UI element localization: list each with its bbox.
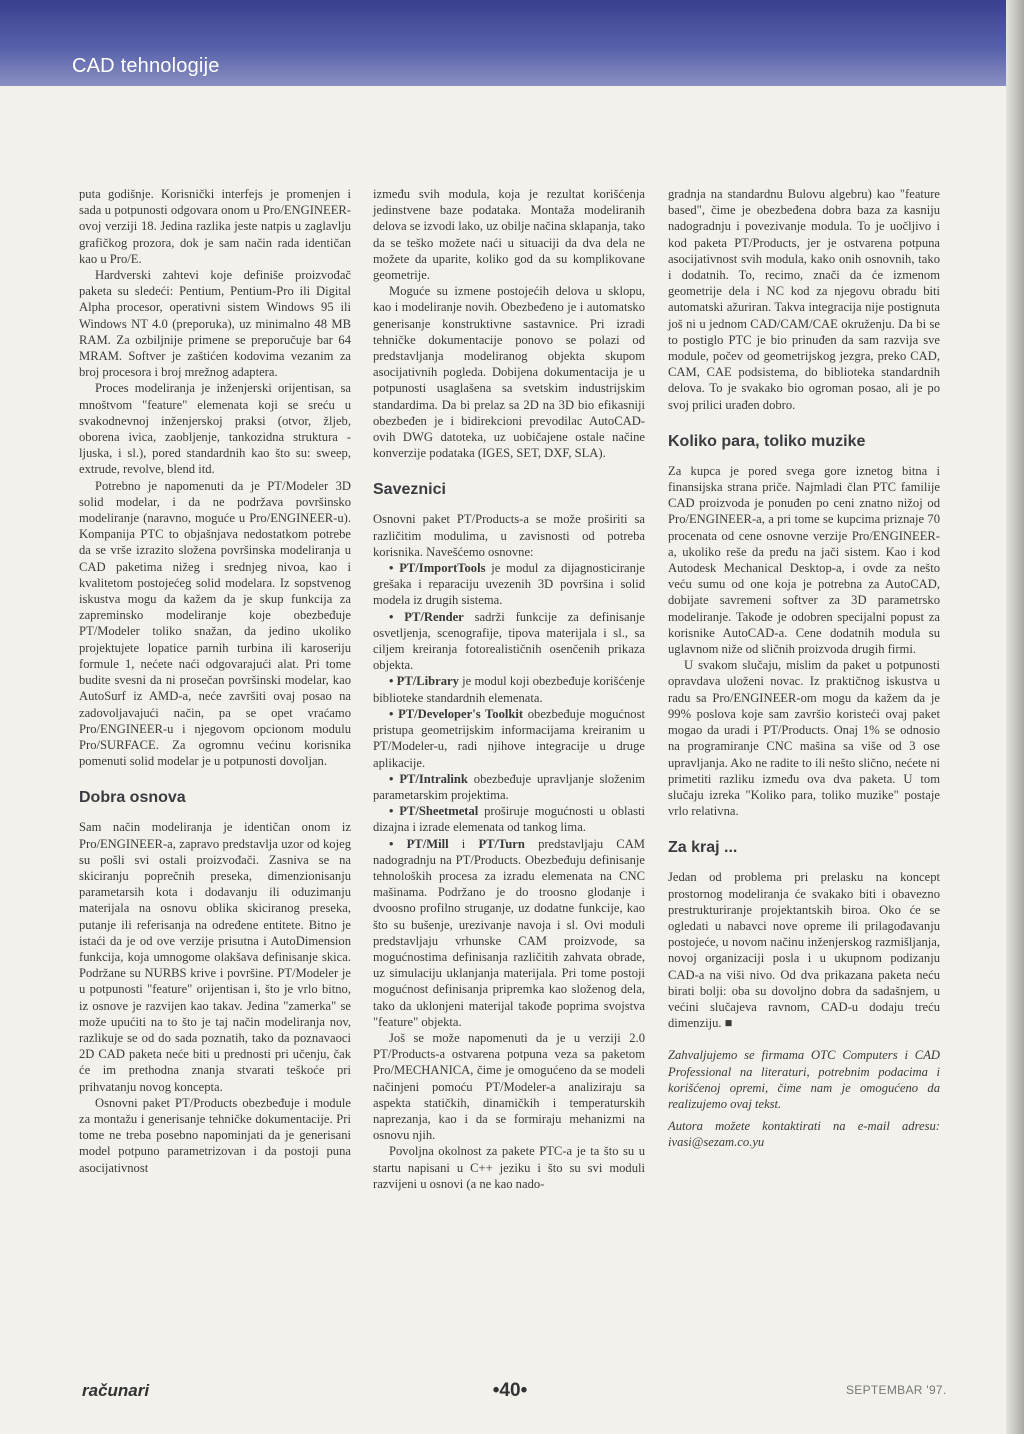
bullet-mark: •	[389, 771, 394, 786]
column-right	[668, 186, 940, 1157]
page-edge-shadow	[1006, 0, 1024, 1434]
heading-koliko-para: Koliko para, toliko muzike	[668, 432, 866, 450]
paragraph: U svakom slučaju, mislim da paket u potpunosti opravdava uloženi novac. Iz praktičnog iskustva u radu sa Pro/ENGINEER-om mogu da kažem da je 99% poslova koje sam završio koristeći ovaj paket mogao da uradi i PT/Products. Onaj 1% se odnosio na programiranje CNC mašina sa više od 3 ose upravljanja. Ako ne radite to ili nešto slično, nećete ni primetiti razliku između ova dva paketa. U tom slučaju izreka "Koliko para, toliko muzike" postaje vrlo relativna.	[668, 658, 940, 819]
module-description: obezbeđuje mogućnost pristupa geometrijskim informacijama kreiranim u PT/Modeler-u, radi njihove integracije u druge aplikacije.	[373, 706, 645, 770]
heading-saveznici: Saveznici	[373, 481, 446, 499]
section-title: CAD tehnologije	[72, 55, 220, 77]
paragraph: Moguće su izmene postojećih delova u sklopu, kao i modeliranje novih. Obezbeđeno je i automatsko generisanje konstruktivne sastavnice. Pri izradi tehničke dokumentacije ponovo se polazi od predstavljanja modeliranog objekta skupom asocijativnih pogleda. Dobijena dokumentacija je u potpunosti usaglašena sa svetskim industrijskim standardima. Da bi prelaz sa 2D na 3D bio efikasniji obezbeđen je i bidirekcioni prevodilac AutoCAD-ovih DWG datoteka, uz uobičajene ostale načine konverzije podataka (IGES, SET, DXF, SLA).	[373, 284, 645, 461]
module-description: predstavljaju CAM nadogradnju na PT/Products. Obezbeđuju definisanje tehnoloških procesa za izradu elemenata na CNC mašinama. Podržano je do troosno glodanje i dvoosno profilno struganje, uz dodatne funkcije, kao što su bušenje, urezivanje navoja i sl. Ovi moduli predstavljaju vrhunske CAM proizvode, sa mogućnostima definisanja različitih zahvata obrade, uz simulaciju uklanjanja materijala. Pri tome postoji mogućnost definisanja pripremka kao složenog dela, tako da uklonjeni materijal takođe poprima svojstva "feature" objekta.	[373, 836, 645, 1029]
author-contact: Autora možete kontaktirati na e-mail adresu: ivasi@sezam.co.yu	[668, 1119, 940, 1150]
bullet-mark: •	[389, 609, 394, 624]
column-left	[79, 186, 351, 1176]
bullet-item	[373, 803, 645, 835]
paragraph: Jedan od problema pri prelasku na koncept prostornog modeliranja će svakako biti i obavezno prestrukturiranje projektantskih biroa. Oko će se ogledati u nabavci nove opreme ili prilagođavanju postojeće, u novom načinu inženjerskog razmišljanja, novoj organizaciji posla i u ukupnom podizanju CAD-a na viši nivo. Od dva prikazana paketa neću birati bolji: oba su dovoljno dobra da sadašnjem, u većini slučajeva ravnom, CAD-u dodaju treću dimenziju. ■	[668, 870, 940, 1031]
bullet-mark: •	[389, 804, 394, 819]
module-description: je modul za dijagnosticiranje grešaka i reparaciju uvezenih 3D površina i solid modela iz drugih sistema.	[373, 561, 645, 608]
column-middle	[373, 186, 645, 1192]
bullet-item	[373, 673, 645, 705]
paragraph: Za kupca je pored svega gore iznetog bitna i finansijska strana priče. Najmladi član PTC familije CAD proizvoda je ponuđen po ceni znatno nižoj od Pro/ENGINEER-a, a pri tome se kupcima priznaje 70 procenata od cene osnovne verzije Pro/ENGINEER-a, ukoliko reše da pređu na jači sistem. Kao i kod Autodesk Mechanical Desktop-a, i ovde za nešto veću sumu od one koja je potrebna za AutoCAD, dobijate savremeni softver za 3D parametrsko modeliranje. Takođe je odobren specijalni popust za korisnike AutoCAD-a. Cene dodatnih modula su uglavnom niže od sličnih proizvoda drugih firmi.	[668, 463, 940, 657]
heading-za-kraj: Za kraj ...	[668, 839, 738, 857]
paragraph: između svih modula, koja je rezultat korišćenja jedinstvene baze podataka. Montaža modeliranih delova se izvodi lako, uz obilje načina sklapanja, tako da se teško možete naći u situaciji da dva dela ne možete da uparite, koliko god da su komplikovane geometrije.	[373, 187, 645, 283]
bullet-item	[373, 771, 645, 803]
paragraph: puta godišnje. Korisnički interfejs je promenjen i sada u potpunosti odgovara onom u Pro/ENGINEER-ovoj verziji 18. Jedina razlika jeste natpis u zaglavlju grafičkog prozora, dok je sam način rada identičan kao u Pro/E.	[79, 187, 351, 266]
paragraph: Hardverski zahtevi koje definiše proizvođač paketa su sledeći: Pentium, Pentium-Pro ili Digital Alpha procesor, operativni sistem Windows 95 ili Windows NT 4.0 (preporuka), uz minimalno 48 MB RAM. Za ozbiljnije primene se preporučuje bar 64 MRAM. Softver je zaštićen kodovima vezanim za broj procesora i broj mrežnog adaptera.	[79, 268, 351, 380]
module-name: PT/Turn	[478, 836, 525, 851]
bullet-item	[373, 609, 645, 674]
bullet-mark: •	[389, 674, 394, 689]
issue-date: SEPTEMBAR '97.	[846, 1383, 947, 1397]
acknowledgements	[668, 1047, 940, 1150]
module-name: PT/Intralink	[399, 771, 468, 786]
module-name: PT/ImportTools	[399, 561, 486, 576]
bullet-item	[373, 706, 645, 771]
paragraph: gradnja na standardnu Bulovu algebru) kao "feature based", čime je obezbeđena dobra baza za kasniju nadogradnju i povezivanje modula. To je uočljivo i kod paketa PT/Products, jer je ostvarena potpuna asocijativnost svih modula, kako onih osnovnih, tako i dodatnih. To, recimo, znači da će izmenom geometrije dela i NC kod za njegovu obradu biti automatski ažuriran. Takva integracija nije postignuta još ni u jednom CAD/CAM/CAE okruženju. Da bi se to postiglo PTC je bio prinuđen da sam razvija sve module, počev od geometrijskog jezgra, preko CAD, CAM, CAE podsistema, do biblioteka standardnih delova. To je svakako bio ogroman posao, ali je po svoj prilici urađen dobro.	[668, 187, 940, 412]
heading-dobra-osnova: Dobra osnova	[79, 789, 186, 807]
paragraph: Sam način modeliranja je identičan onom iz Pro/ENGINEER-a, zapravo predstavlja uzor od kojeg su pošli svi ostali proizvođači. Zasniva se na skiciranju poprečnih preseka, dimenzionisanju parametarsih kota i dodavanju ili oduzimanju materijala na osnovu oblika skiciranog preseka, putanje ili referisanja na određene entitete. Bitno je istaći da je od ove verzije prisutna i AutoDimension funkcija, koja umnogome olakšava definisanje skica. Podržane su NURBS krive i površine. PT/Modeler je u potpunosti "feature" orijentisan i, što je vrlo bitno, iz osnove je razvijen kao takav. Jedina "zamerka" se može upućiti na to što je taj način modeliranja nov, razlikuje se od do sada poznatih, tako da poznavaoci 2D CAD paketa neće biti u prednosti pri učenju, čak će im prethodna znanja stvarati teškoće pri prihvatanju novog koncepta.	[79, 820, 351, 1094]
module-name: PT/Sheetmetal	[399, 804, 479, 819]
module-separator: i	[448, 836, 479, 851]
module-name: PT/Render	[404, 609, 464, 624]
thanks-note: Zahvaljujemo se firmama OTC Computers i CAD Professional na literaturi, potrebnim podacima i korišćenoj opremi, čime nam je omogućeno da realizujemo ovaj tekst.	[668, 1048, 940, 1111]
paragraph: Povoljna okolnost za pakete PTC-a je ta što su u startu napisani u C++ jeziku i što su svi moduli razvijeni u osnovi (a ne kao nado-	[373, 1144, 645, 1191]
module-description: je modul koji obezbeđuje korišćenje biblioteke standardnih elemenata.	[373, 674, 646, 705]
paragraph: Osnovni paket PT/Products-a se može proširiti sa različitim modulima, u zavisnosti od potreba korisnika. Navešćemo osnovne:	[373, 512, 645, 559]
magazine-logo: računari	[82, 1381, 150, 1400]
paragraph: Proces modeliranja je inženjerski orijentisan, sa mnoštvom "feature" elemenata koji se sreću u svakodnevnoj inženjerskoj praksi (otvor, žljeb, oborena ivica, zaobljenje, tankozidna struktura - ljuska, i sl.), pored standardnih kao što su: sweep, extrude, revolve, blend itd.	[79, 381, 351, 477]
bullet-mark: •	[389, 836, 394, 851]
module-name: PT/Developer's Toolkit	[398, 706, 524, 721]
module-description: sadrži funkcije za definisanje osvetljenja, scenografije, tipova materijala i sl., sa ciljem kreiranja fotorealističnih osenčenih prikaza objekta.	[373, 609, 645, 673]
bullet-item	[373, 560, 645, 609]
module-description: proširuje mogućnosti u oblasti dizajna i izrade elemenata od tankog lima.	[373, 804, 645, 835]
module-name: PT/Mill	[406, 836, 449, 851]
paragraph: Još se može napomenuti da je u verziji 2.0 PT/Products-a ostvarena potpuna veza sa paketom Pro/MECHANICA, čime je omogućeno da se modeli načinjeni pomoću PT/Modeler-a analiziraju sa aspekta statičkih, dinamičkih i temperaturskih naprezanja, kao i da se formiraju mehanizmi na osnovu njih.	[373, 1030, 645, 1143]
bullet-mark: •	[389, 706, 394, 721]
module-name: PT/Library	[396, 674, 459, 689]
page-number: •40•	[492, 1380, 528, 1401]
bullet-mark: •	[389, 561, 394, 576]
paragraph: Osnovni paket PT/Products obezbeđuje i module za montažu i generisanje tehničke dokumentacije. Pri tome ne treba posebno napominjati da je generisani model potpuno parametrizovan i da postoji puna asocijativnost	[79, 1095, 351, 1175]
paragraph: Potrebno je napomenuti da je PT/Modeler 3D solid modelar, i da ne podržava površinsko modeliranje (naravno, moguće u Pro/ENGINEER-u). Kompanija PTC to objašnjava nedostatkom potrebe da se vrše izrazito složena površinska modeliranja u CAD paketima nižeg i srednjeg nivoa, kao i kvalitetom postojećeg solid modelara. Iz sopstvenog iskustva mogu da kažem da je skup funkcija za zapreminsko modeliranje koje obezbeđuje PT/Modeler toliko snažan, da jedino ukoliko projektujete lopatice parnih turbina ili karoseriju formule 1, nećete naći odgovarajući alat. Pri tome budite svesni da ni prosečan površinski modelar, kao AutoSurf iz AMD-a, neće završiti ovaj posao na zadovoljavajući način, pa se opet vraćamo Pro/ENGINEER-u i njegovom opcionom modulu Pro/SURFACE. Za ogromnu većinu korisnika pomenuti solid modelar je u potpunosti dovoljan.	[79, 478, 351, 769]
section-header-band	[0, 0, 1010, 86]
module-description: obezbeđuje upravljanje složenim parametarskim projektima.	[373, 771, 646, 802]
bullet-item	[373, 836, 645, 1030]
